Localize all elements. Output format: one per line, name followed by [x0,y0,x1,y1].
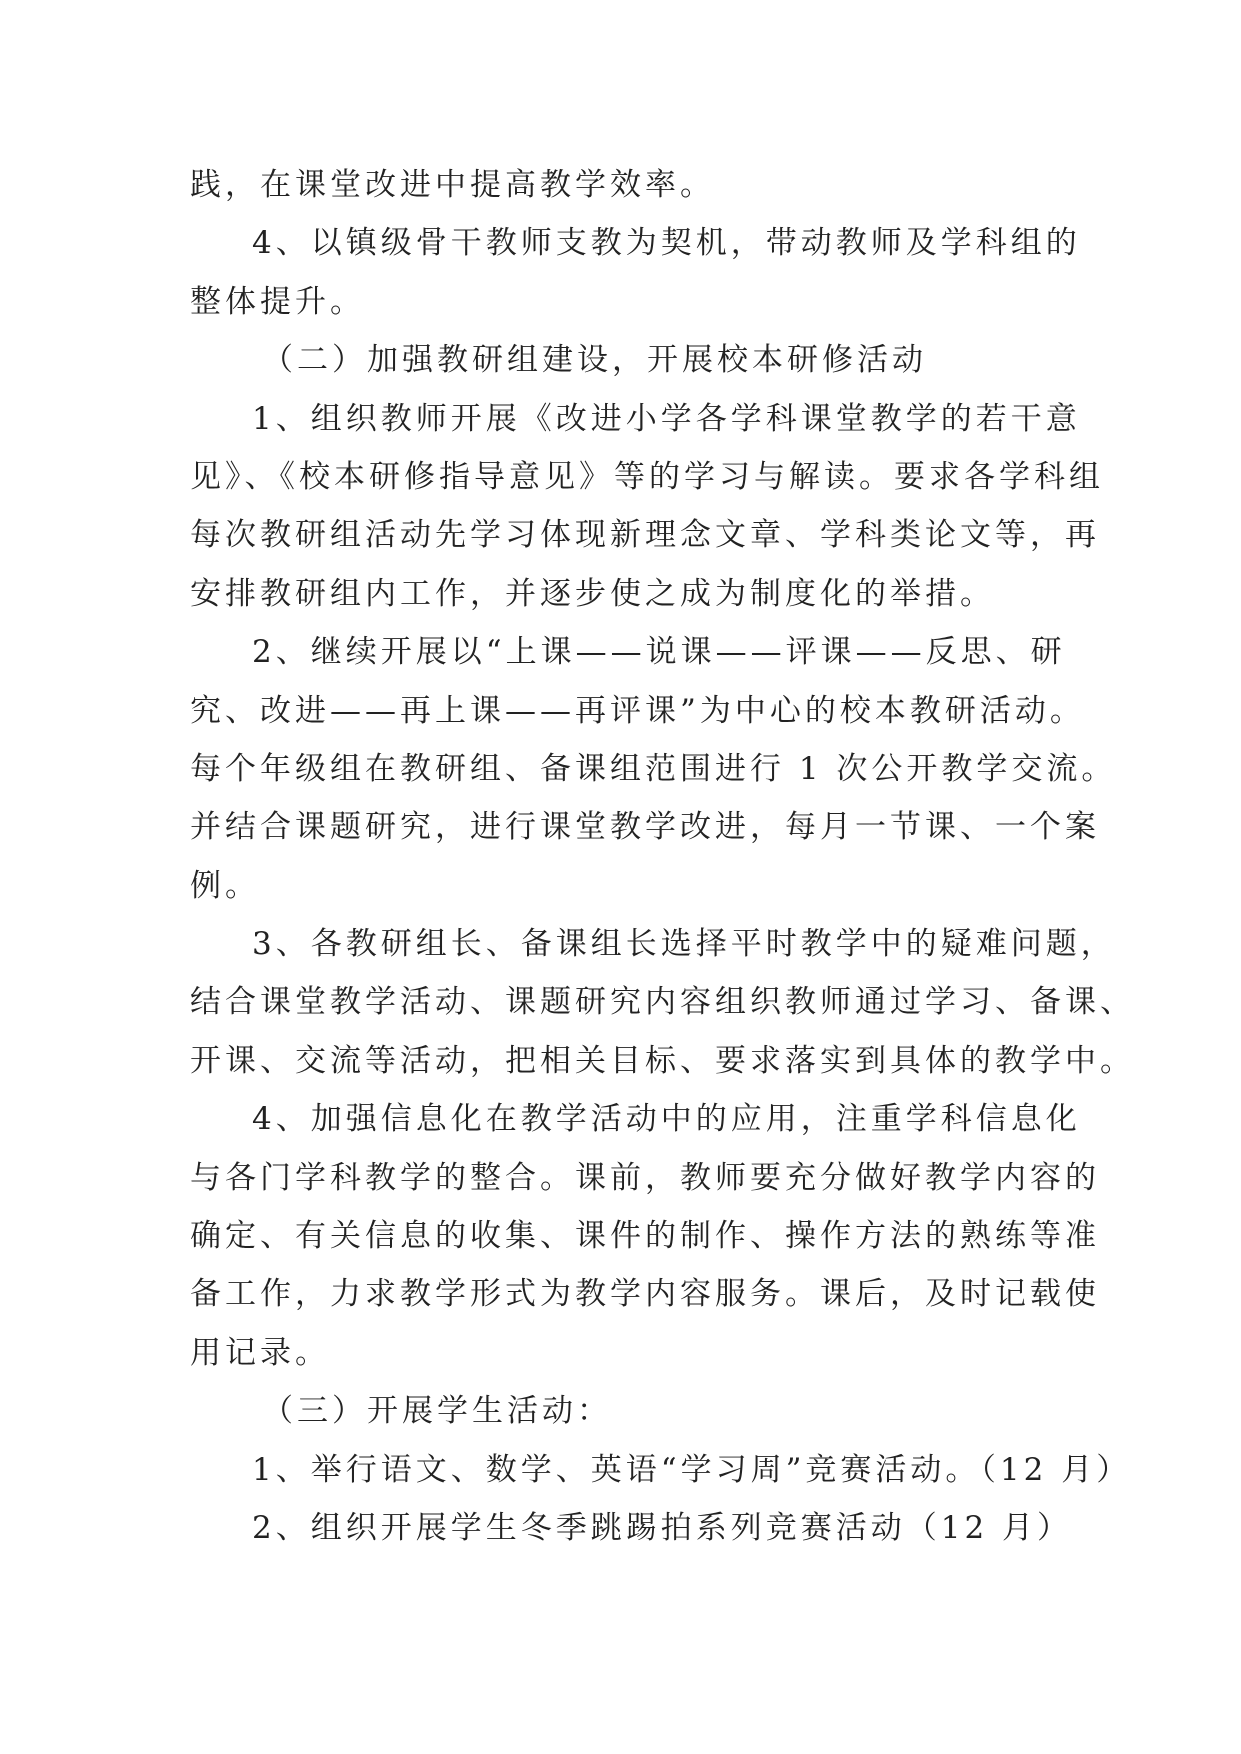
text-line: 例。 [190,867,260,904]
text-line: 并结合课题研究，进行课堂教学改进，每月一节课、一个案 [190,809,1100,846]
text-line: 2、组织开展学生冬季跳踢拍系列竞赛活动（12 月） [252,1509,1073,1546]
text-line: 2、继续开展以“上课——说课——评课——反思、研 [252,634,1066,671]
text-line: 整体提升。 [190,283,365,320]
text-line: 确定、有关信息的收集、课件的制作、操作方法的熟练等准 [190,1218,1100,1255]
document-body [190,156,1135,1557]
text-line: 究、改进——再上课——再评课”为中心的校本教研活动。 [190,692,1085,729]
text-line: 1、举行语文、数学、英语“学习周”竞赛活动。（12 月） [252,1451,1132,1488]
text-line: 1、组织教师开展《改进小学各学科课堂教学的若干意 [252,400,1081,437]
text-line: 结合课堂教学活动、课题研究内容组织教师通过学习、备课、 [190,984,1135,1021]
text-line: 每次教研组活动先学习体现新理念文章、学科类论文等，再 [190,517,1100,554]
text-line: 践，在课堂改进中提高教学效率。 [190,167,715,203]
text-line: 用记录。 [190,1334,330,1371]
section-heading: （三）开展学生活动： [262,1393,612,1430]
text-line: 备工作，力求教学形式为教学内容服务。课后，及时记载使 [190,1276,1100,1313]
text-line: 与各门学科教学的整合。课前，教师要充分做好教学内容的 [190,1159,1100,1196]
text-line: 每个年级组在教研组、备课组范围进行 1 次公开教学交流。 [190,750,1117,787]
text-line: 4、加强信息化在教学活动中的应用，注重学科信息化 [252,1101,1081,1138]
text-line: 开课、交流等活动，把相关目标、要求落实到具体的教学中。 [190,1042,1135,1079]
section-heading: （二）加强教研组建设，开展校本研修活动 [262,342,927,379]
text-line: 3、各教研组长、备课组长选择平时教学中的疑难问题， [252,926,1116,963]
text-line: 见》、《校本研修指导意见》等的学习与解读。要求各学科组 [190,458,1104,495]
text-line: 安排教研组内工作，并逐步使之成为制度化的举措。 [190,575,995,612]
text-line: 4、以镇级骨干教师支教为契机，带动教师及学科组的 [252,225,1081,262]
